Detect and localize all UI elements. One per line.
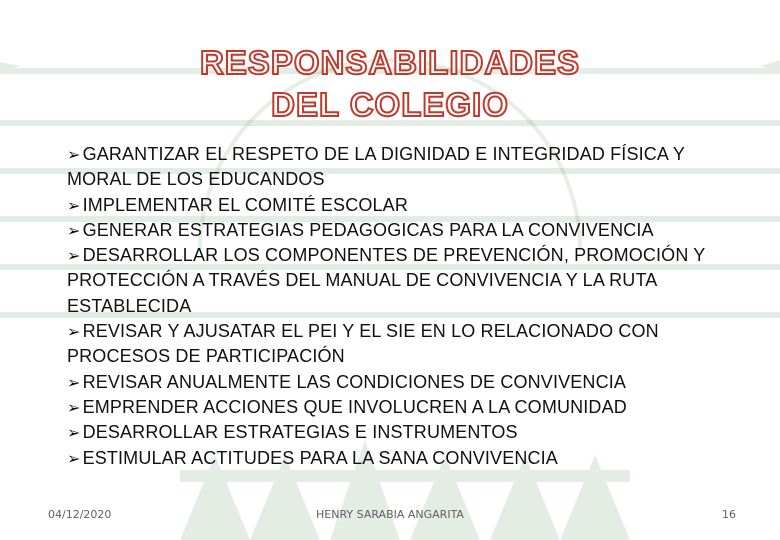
arrow-bullet-icon: ➢	[67, 423, 81, 443]
list-item	[67, 395, 747, 420]
list-item-text: EMPRENDER ACCIONES QUE INVOLUCREN A LA COMUNIDAD	[82, 396, 627, 417]
list-item-text: GENERAR ESTRATEGIAS PEDAGOGICAS PARA LA CONVIVENCIA	[82, 219, 654, 240]
list-item	[67, 193, 747, 218]
list-item-text: REVISAR Y AJUSATAR EL PEI Y EL SIE EN LO RELACIONADO CON PROCESOS DE PARTICIPACIÓN	[67, 321, 659, 367]
arrow-bullet-icon: ➢	[67, 195, 81, 215]
slide-title	[0, 42, 780, 126]
arrow-bullet-icon: ➢	[67, 246, 81, 266]
list-item	[67, 319, 747, 370]
arrow-bullet-icon: ➢	[67, 322, 81, 342]
slide-title-line-1: RESPONSABILIDADES	[199, 44, 581, 81]
arrow-bullet-icon: ➢	[67, 372, 81, 392]
responsibilities-list	[67, 142, 747, 471]
slide-title-line-2: DEL COLEGIO	[271, 86, 509, 123]
list-item	[67, 243, 747, 319]
list-item-text: DESARROLLAR LOS COMPONENTES DE PREVENCIÓN, PROMOCIÓN Y PROTECCIÓN A TRAVÉS DEL MANUAL DE CONVIVENCIA Y LA RUTA ESTABLECIDA	[67, 245, 706, 316]
list-item-text: GARANTIZAR EL RESPETO DE LA DIGNIDAD E INTEGRIDAD FÍSICA Y MORAL DE LOS EDUCANDOS	[67, 144, 685, 190]
page-number: 16	[722, 508, 736, 521]
arrow-bullet-icon: ➢	[67, 220, 81, 240]
footer-author: HENRY SARABIA ANGARITA	[316, 508, 464, 521]
list-item-text: ESTIMULAR ACTITUDES PARA LA SANA CONVIVENCIA	[82, 447, 558, 468]
list-item	[67, 446, 747, 471]
arrow-bullet-icon: ➢	[67, 397, 81, 417]
arrow-bullet-icon: ➢	[67, 448, 81, 468]
list-item	[67, 142, 747, 193]
list-item	[67, 370, 747, 395]
list-item-text: REVISAR ANUALMENTE LAS CONDICIONES DE CONVIVENCIA	[82, 371, 627, 392]
list-item-text: IMPLEMENTAR EL COMITÉ ESCOLAR	[82, 194, 408, 215]
list-item	[67, 420, 747, 445]
footer-date: 04/12/2020	[48, 508, 112, 521]
list-item-text: DESARROLLAR ESTRATEGIAS E INSTRUMENTOS	[82, 422, 518, 443]
arrow-bullet-icon: ➢	[67, 145, 81, 164]
list-item	[67, 218, 747, 243]
